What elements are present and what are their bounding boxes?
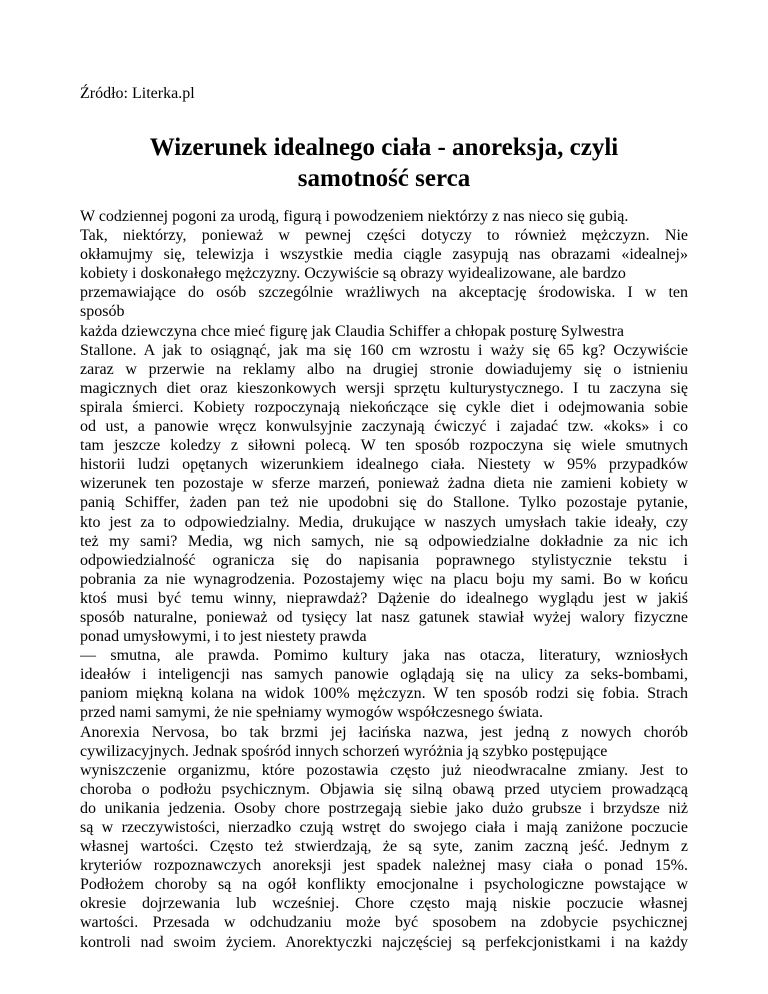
body-line: sposób — [80, 303, 125, 321]
body-line: choroba o podłożu psychicznym. Objawia się silną obawą przed utyciem prowadzącą — [80, 780, 688, 798]
body-line: też my sami? Media, wg nich samych, nie są odpowiedzialne dokładnie za nic ich — [80, 532, 688, 550]
title-line-2: samotność serca — [297, 165, 471, 192]
body-line: Tak, niektórzy, ponieważ w pewnej części dotyczy to również mężczyzn. Nie — [80, 227, 688, 245]
body-line: wizerunek ten pozostaje w sferze marzeń, ponieważ żadna dieta nie zamieni kobiety w — [80, 475, 688, 493]
body-line: cywilizacyjnych. Jednak spośród innych schorzeń wyróżnia ją szybko postępujące — [80, 742, 608, 760]
body-line: okłamujmy się, telewizja i wszystkie media ciągle zasypują nas obrazami «idealnej» — [80, 246, 688, 264]
body-line: kryteriów rozpoznawczych anoreksji jest spadek należnej masy ciała o ponad 15%. — [80, 857, 688, 875]
body-line: — smutna, ale prawda. Pomimo kultury jaka nas otacza, literatury, wzniosłych — [80, 647, 688, 665]
body-line: ideałów i inteligencji nas samych panowie oglądają się na ulicy za seks-bombami, — [80, 666, 688, 684]
body-line: okresie dojrzewania lub wcześniej. Chore często mają niskie poczucie własnej — [80, 895, 688, 913]
body-line: sposób naturalne, ponieważ od tysięcy lat nasz gatunek stawiał wyżej walory fizyczne — [80, 608, 688, 626]
body-line: przed nami samymi, że nie spełniamy wymogów współczesnego świata. — [80, 704, 543, 722]
body-line: do unikania jedzenia. Osoby chore postrzegają siebie jako dużo grubsze i brzydsze niż — [80, 799, 688, 817]
body-line: panią Schiffer, żaden pan też nie upodobni się do Stallone. Tylko pozostaje pytanie, — [80, 494, 688, 512]
body-line: tam jeszcze koledzy z siłowni polecą. W ten sposób rozpoczyna się wiele smutnych — [80, 437, 688, 455]
title-line-1: Wizerunek idealnego ciała - anoreksja, czyli — [149, 134, 619, 161]
article-body — [80, 207, 688, 952]
body-line: Anorexia Nervosa, bo tak brzmi jej łacińska nazwa, jest jedną z nowych chorób — [80, 723, 688, 741]
body-line: własnej wartości. Często też stwierdzają, że są syte, zanim zaczną jeść. Jednym z — [80, 838, 688, 856]
body-line: magicznych diet oraz kieszonkowych wersji sprzętu kulturystycznego. I tu zaczyna się — [80, 379, 688, 397]
body-line: wyniszczenie organizmu, które pozostawia często już nieodwracalne zmiany. Jest to — [80, 761, 688, 779]
body-line: pobrania za nie wynagrodzenia. Pozostajemy więc na placu boju my sami. Bo w końcu — [80, 570, 688, 588]
body-line: wartości. Przesada w odchudzaniu może być sposobem na zdobycie psychicznej — [80, 914, 688, 932]
body-line: paniom miękną kolana na widok 100% mężczyzn. W ten sposób rodzi się fobia. Strach — [80, 685, 688, 703]
body-line: spirala śmierci. Kobiety rozpoczynają niekończące się cykle diet i odejmowania sobie — [80, 398, 688, 416]
body-line: od ust, a panowie wręcz konwulsyjnie zaczynają ćwiczyć i zajadać tzw. «koks» i co — [80, 418, 688, 436]
body-line: kobiety i doskonałego mężczyzny. Oczywiście są obrazy wyidealizowane, ale bardzo — [80, 265, 626, 283]
body-line: ktoś musi być temu winny, nieprawdaż? Dążenie do idealnego wyglądu jest w jakiś — [80, 589, 688, 607]
body-line: odpowiedzialność ogranicza się do napisania poprawnego stylistycznie tekstu i — [80, 551, 688, 569]
body-line: kontroli nad swoim życiem. Anorektyczki najczęściej są perfekcjonistkami i na każdy — [80, 933, 688, 951]
body-line: przemawiające do osób szczególnie wrażliwych na akceptację środowiska. I w ten — [80, 284, 688, 302]
body-line: zaraz w przerwie na reklamy albo na drugiej stronie dowiadujemy się o istnieniu — [80, 360, 688, 378]
body-line: Podłożem choroby są na ogół konflikty emocjonalne i psychologiczne powstające w — [80, 876, 688, 894]
article-title — [80, 132, 688, 194]
body-line: każda dziewczyna chce mieć figurę jak Claudia Schiffer a chłopak posturę Sylwestra — [80, 322, 624, 340]
body-line: kto jest za to odpowiedzialny. Media, drukujące w naszych umysłach takie ideały, czy — [80, 513, 688, 531]
body-line: historii ludzi opętanych wizerunkiem idealnego ciała. Niestety w 95% przypadków — [80, 456, 688, 474]
source-line: Źródło: Literka.pl — [80, 85, 195, 102]
body-line: Stallone. A jak to osiągnąć, jak ma się 160 cm wzrostu i waży się 65 kg? Oczywiście — [80, 341, 688, 359]
body-line: ponad umysłowymi, i to jest niestety prawda — [80, 628, 367, 646]
body-line: są w rzeczywistości, nierzadko czują wstręt do swojego ciała i mają zaniżone poczucie — [80, 819, 688, 836]
body-line: W codziennej pogoni za urodą, figurą i powodzeniem niektórzy z nas nieco się gubią. — [80, 208, 629, 225]
